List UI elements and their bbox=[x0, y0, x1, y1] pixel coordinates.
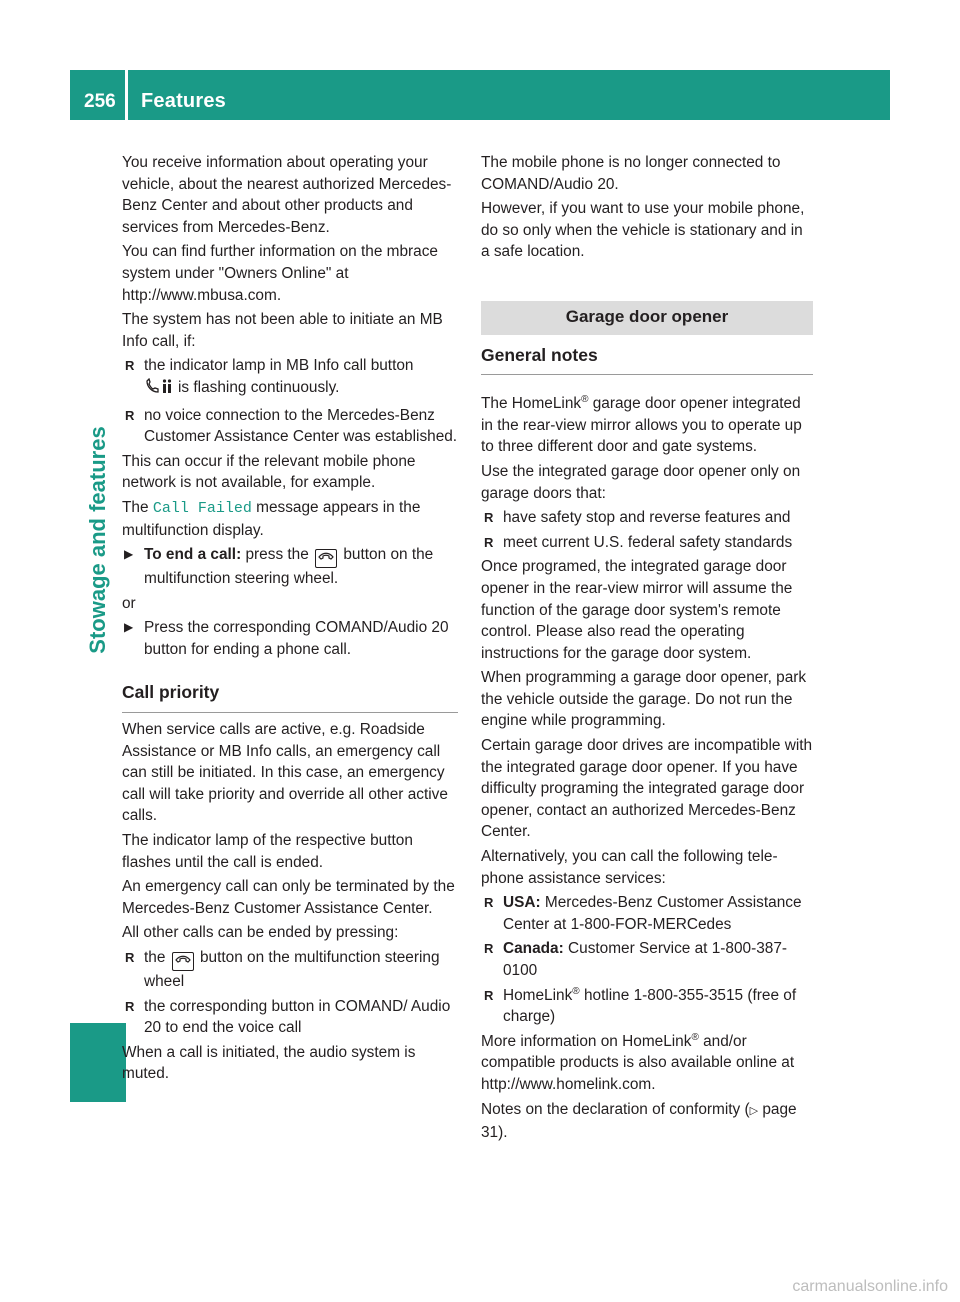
paragraph: Use the integrated garage door opener only on garage doors that: bbox=[481, 462, 801, 502]
paragraph: The mobile phone is no longer connected to COMAND/Audio 20. bbox=[481, 154, 781, 193]
list-item: R the corresponding button in COMAND/ Audio 20 to end the voice call bbox=[125, 997, 451, 1037]
end-call-icon bbox=[315, 549, 337, 568]
paragraph: Notes on the declaration of conformity (▷ page 31). bbox=[481, 1100, 797, 1142]
bullet-icon: R bbox=[484, 534, 494, 550]
list-item: R meet current U.S. federal safety standards bbox=[481, 532, 813, 554]
side-tab-block bbox=[70, 1023, 126, 1102]
bullet-icon: R bbox=[125, 358, 135, 374]
list-item: R USA: Mercedes-Benz Customer Assistance Center at 1-800-FOR-MERCedes bbox=[484, 894, 802, 933]
list-item: R Canada: Customer Service at 1-800-387-0100 bbox=[484, 940, 788, 979]
instruction-step: ▶ Press the corresponding COMAND/Audio 20 button for ending a phone call. bbox=[124, 619, 449, 658]
heading-garage-door-opener: Garage door opener bbox=[481, 301, 813, 335]
paragraph: Alternatively, you can call the following telephone assistance services: bbox=[481, 848, 778, 887]
paragraph: Once programed, the integrated garage door opener in the rear-view mirror will assume the function of the garage door system's remote control. Please also read the operating instructions for the garage door system. bbox=[481, 558, 793, 662]
list-item: R no voice connection to the Mercedes-Benz Customer Assistance Center was established. bbox=[125, 406, 458, 446]
side-tab-label: Stowage and features bbox=[85, 426, 110, 654]
list-item: R the indicator lamp in MB Info call button is flashing continuously. bbox=[122, 355, 458, 401]
heading-call-priority: Call priority bbox=[122, 682, 458, 713]
bullet-icon: R bbox=[484, 941, 494, 957]
bullet-icon: R bbox=[125, 950, 135, 965]
paragraph: The HomeLink® garage door opener integrated in the rear-view mirror allows you to operate up to three different door and gate systems. bbox=[481, 394, 802, 456]
instruction-step: ▶ To end a call: press the button on the multifunction steering wheel. bbox=[124, 546, 434, 588]
left-column bbox=[122, 152, 458, 1088]
watermark: carmanualsonline.info bbox=[792, 1278, 948, 1295]
paragraph: or bbox=[122, 594, 136, 612]
bullet-icon: R bbox=[125, 998, 135, 1014]
end-call-icon bbox=[172, 952, 194, 971]
phone-info-icon bbox=[144, 378, 174, 402]
bullet-icon: R bbox=[484, 895, 494, 911]
paragraph: When service calls are active, e.g. Roadside Assistance or MB Info calls, an emergency call can still be initiated. In this case, an emergency call will take priority and override all other active calls. bbox=[122, 721, 448, 825]
list-item: R have safety stop and reverse features and bbox=[481, 507, 813, 529]
page-number: 256 bbox=[84, 91, 116, 112]
bullet-icon: R bbox=[484, 510, 494, 526]
paragraph: The system has not been able to initiate an MB Info call, if: bbox=[122, 311, 443, 350]
paragraph: The indicator lamp of the respective button flashes until the call is ended. bbox=[122, 832, 413, 871]
step-arrow-icon: ▶ bbox=[124, 547, 134, 562]
right-column bbox=[481, 152, 813, 1147]
bullet-icon: R bbox=[125, 407, 135, 423]
paragraph: An emergency call can only be terminated by the Mercedes-Benz Customer Assistance Center. bbox=[122, 878, 455, 917]
paragraph: All other calls can be ended by pressing: bbox=[122, 924, 399, 942]
paragraph: When a call is initiated, the audio system is muted. bbox=[122, 1043, 416, 1083]
heading-general-notes: General notes bbox=[481, 345, 813, 376]
list-item: R the button on the multifunction steering wheel bbox=[125, 949, 440, 990]
step-arrow-icon: ▶ bbox=[124, 620, 134, 635]
paragraph: This can occur if the relevant mobile phone network is not available, for example. bbox=[122, 452, 416, 492]
display-message: Call Failed bbox=[152, 499, 252, 517]
bullet-icon: R bbox=[484, 987, 494, 1003]
paragraph: More information on HomeLink® and/or compatible products is also available online at http://www.homelink.com. bbox=[481, 1031, 795, 1093]
page-ref-icon: ▷ bbox=[749, 1104, 759, 1117]
list-item: R HomeLink® hotline 1-800-355-3515 (free of charge) bbox=[484, 985, 797, 1026]
paragraph: The Call Failed message appears in the multifunction display. bbox=[122, 498, 421, 539]
header-divider bbox=[125, 70, 128, 120]
paragraph: You receive information about operating your vehicle, about the nearest authorized Mercedes-Benz Center and about other products and services from Mercedes-Benz. bbox=[122, 154, 452, 236]
paragraph: Certain garage door drives are incompatible with the integrated garage door opener. If you have difficulty programing the integrated garage door opener, contact an authorized Mercedes-Benz Center. bbox=[481, 737, 813, 841]
paragraph: You can find further information on the mbrace system under "Owners Online" at http://www.mbusa.com. bbox=[122, 243, 438, 304]
section-title: Features bbox=[141, 90, 226, 112]
paragraph: However, if you want to use your mobile phone, do so only when the vehicle is stationary and in a safe location. bbox=[481, 200, 805, 261]
page-reference-link[interactable]: page 31). bbox=[481, 1100, 797, 1142]
paragraph: When programming a garage door opener, park the vehicle outside the garage. Do not run the engine while programming. bbox=[481, 669, 807, 730]
